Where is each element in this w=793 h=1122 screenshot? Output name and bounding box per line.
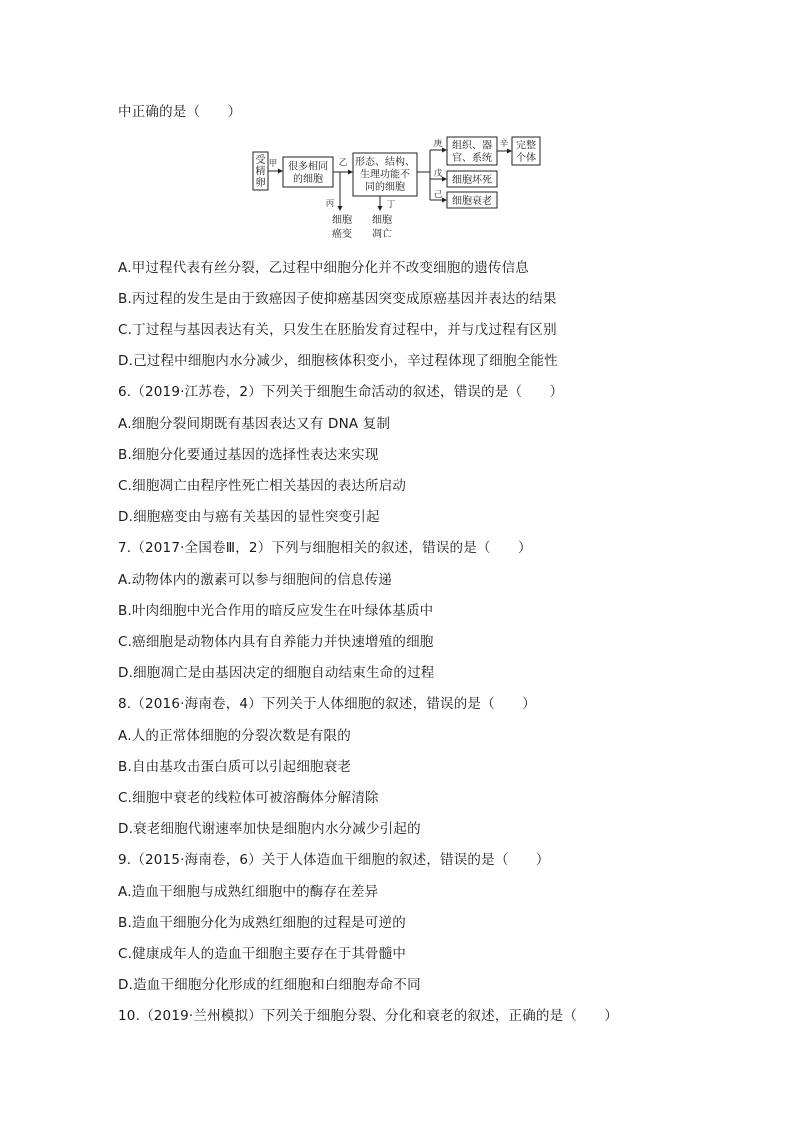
option-a-q6: A.细胞分裂间期既有基因表达又有 DNA 复制 bbox=[118, 416, 391, 432]
option-b-q7: B.叶肉细胞中光合作用的暗反应发生在叶绿体基质中 bbox=[118, 603, 434, 619]
diff-label-1: 形态、结构、 bbox=[355, 157, 415, 168]
apoptosis-label-2: 凋亡 bbox=[372, 229, 392, 240]
senescence-label: 细胞衰老 bbox=[452, 196, 492, 207]
tissue-label-2: 官、系统 bbox=[452, 153, 492, 164]
process-bing: 丙 bbox=[325, 199, 335, 209]
option-a-q9: A.造血干细胞与成熟红细胞中的酶存在差异 bbox=[118, 884, 379, 900]
diff-label-3: 同的细胞 bbox=[365, 182, 405, 193]
cancer-label-2: 癌变 bbox=[332, 229, 352, 240]
question-intro: 中正确的是（ ） bbox=[118, 104, 242, 120]
option-b-q8: B.自由基攻击蛋白质可以引起细胞衰老 bbox=[118, 759, 352, 775]
diff-label-2: 生理功能不 bbox=[360, 169, 410, 181]
option-c-q9: C.健康成年人的造血干细胞主要存在于其骨髓中 bbox=[118, 946, 407, 962]
tissue-label-1: 组织、器 bbox=[452, 140, 492, 152]
option-a-q8: A.人的正常体细胞的分裂次数是有限的 bbox=[118, 728, 351, 744]
many-cells-label-1: 很多相同 bbox=[288, 161, 328, 173]
option-c-q7: C.癌细胞是动物体内具有自养能力并快速增殖的细胞 bbox=[118, 634, 434, 650]
option-b-q9: B.造血干细胞分化为成熟红细胞的过程是可逆的 bbox=[118, 915, 406, 931]
option-d-q6: D.细胞癌变由与癌有关基因的显性突变引起 bbox=[118, 509, 380, 525]
question-8: 8.（2016·海南卷，4）下列关于人体细胞的叙述，错误的是（ ） bbox=[118, 696, 536, 712]
question-6: 6.（2019·江苏卷，2）下列关于细胞生命活动的叙述，错误的是（ ） bbox=[118, 384, 564, 400]
option-d-q5: D.己过程中细胞内水分减少，细胞核体积变小，辛过程体现了细胞全能性 bbox=[118, 353, 558, 369]
option-c-q6: C.细胞凋亡由程序性死亡相关基因的表达所启动 bbox=[118, 478, 407, 494]
process-yi: 乙 bbox=[338, 158, 348, 168]
apoptosis-label-1: 细胞 bbox=[372, 215, 392, 226]
zygote-label-2: 精 bbox=[255, 166, 266, 178]
zygote-label-1: 受 bbox=[255, 155, 266, 166]
process-ji: 己 bbox=[433, 190, 443, 200]
option-d-q9: D.造血干细胞分化形成的红细胞和白细胞寿命不同 bbox=[118, 977, 421, 993]
process-wu: 戊 bbox=[433, 169, 443, 179]
option-a-q7: A.动物体内的激素可以参与细胞间的信息传递 bbox=[118, 572, 392, 588]
process-jia: 甲 bbox=[268, 159, 278, 169]
option-d-q7: D.细胞凋亡是由基因决定的细胞自动结束生命的过程 bbox=[118, 665, 435, 681]
cell-process-diagram bbox=[0, 0, 793, 260]
option-c-q8: C.细胞中衰老的线粒体可被溶酶体分解清除 bbox=[118, 790, 379, 806]
question-9: 9.（2015·海南卷，6）关于人体造血干细胞的叙述，错误的是（ ） bbox=[118, 852, 550, 868]
option-b-q6: B.细胞分化要通过基因的选择性表达来实现 bbox=[118, 447, 379, 463]
necrosis-label: 细胞坏死 bbox=[452, 175, 492, 186]
option-b-q5: B.丙过程的发生是由于致癌因子使抑癌基因突变成原癌基因并表达的结果 bbox=[118, 291, 557, 307]
option-c-q5: C.丁过程与基因表达有关，只发生在胚胎发育过程中，并与戊过程有区别 bbox=[118, 322, 557, 338]
cancer-label-1: 细胞 bbox=[332, 215, 352, 226]
many-cells-label-2: 的细胞 bbox=[293, 174, 323, 185]
option-d-q8: D.衰老细胞代谢速率加快是细胞内水分减少引起的 bbox=[118, 821, 421, 837]
individual-label-1: 完整 bbox=[516, 140, 536, 152]
process-geng: 庚 bbox=[433, 139, 443, 149]
option-a-q5: A.甲过程代表有丝分裂，乙过程中细胞分化并不改变细胞的遗传信息 bbox=[118, 260, 529, 276]
zygote-label-3: 卵 bbox=[255, 178, 266, 189]
question-7: 7.（2017·全国卷Ⅲ，2）下列与细胞相关的叙述，错误的是（ ） bbox=[118, 540, 532, 556]
individual-label-2: 个体 bbox=[516, 153, 536, 164]
process-xin: 辛 bbox=[499, 139, 509, 149]
process-ding: 丁 bbox=[386, 200, 396, 210]
question-10: 10.（2019·兰州模拟）下列关于细胞分裂、分化和衰老的叙述，正确的是（ ） bbox=[118, 1008, 619, 1024]
